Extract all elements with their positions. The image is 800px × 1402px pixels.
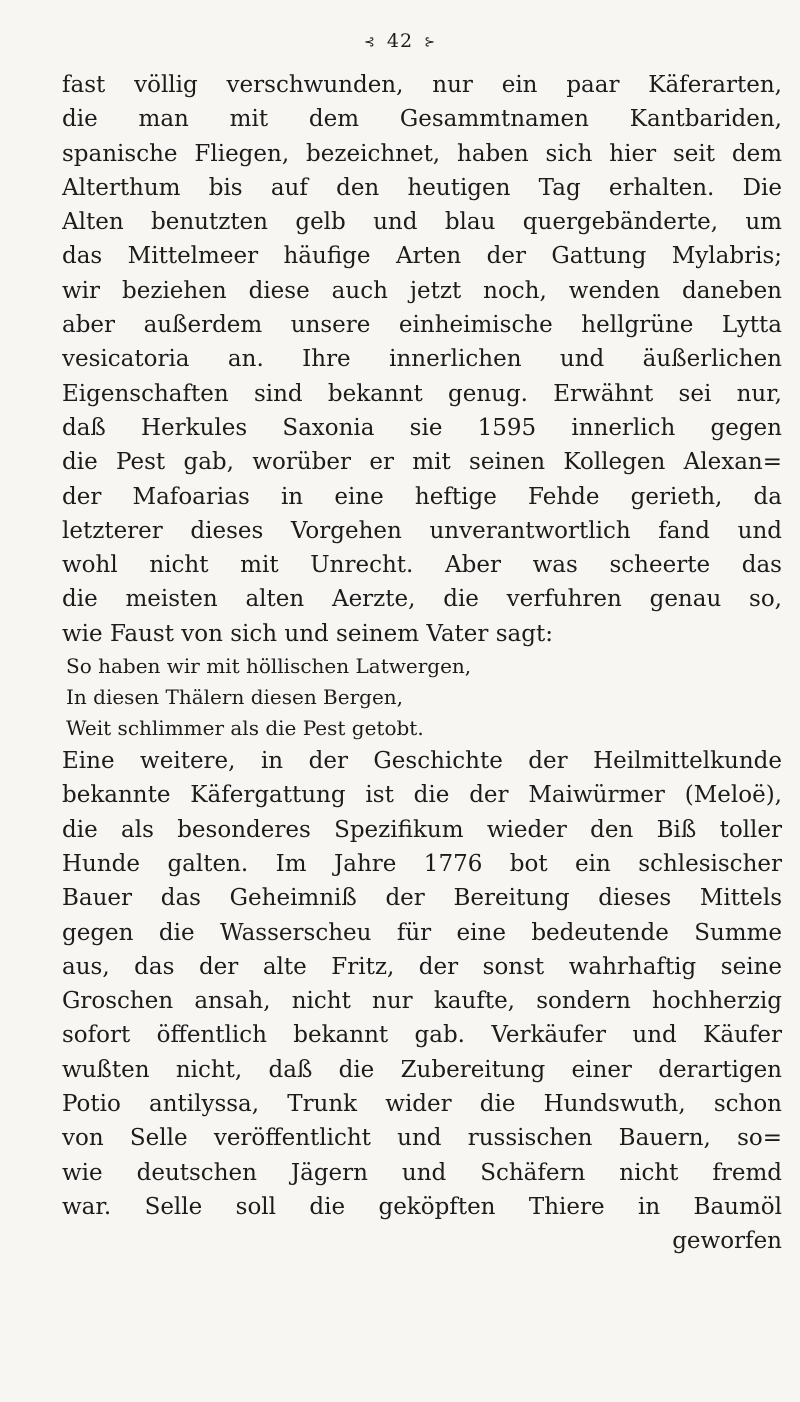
verse-line: So haben wir mit höllischen Latwergen,	[66, 654, 472, 679]
text-line: die Pest gab, worüber er mit seinen Kollegen Alexan=	[62, 449, 782, 476]
text-line: war. Selle soll die geköpften Thiere in Baumöl	[62, 1193, 782, 1220]
text-line: fast völlig verschwunden, nur ein paar Käferarten,	[62, 72, 782, 98]
text-line: Eigenschaften sind bekannt genug. Erwähnt sei nur,	[62, 380, 782, 407]
text-line: sofort öffentlich bekannt gab. Verkäufer und Käufer	[62, 1022, 782, 1049]
text-line: wußten nicht, daß die Zubereitung einer derartigen	[62, 1056, 782, 1083]
text-line: das Mittelmeer häufige Arten der Gattung Mylabris;	[62, 243, 782, 270]
text-line: aus, das der alte Fritz, der sonst wahrhaftig seine	[62, 953, 782, 980]
catchword: geworfen	[672, 1228, 782, 1255]
text-line: wie deutschen Jägern und Schäfern nicht fremd	[62, 1159, 782, 1186]
text-line: spanische Fliegen, bezeichnet, haben sich hier seit dem	[62, 140, 782, 167]
text-line: wir beziehen diese auch jetzt noch, wenden daneben	[62, 277, 782, 304]
text-line: wie Faust von sich und seinem Vater sagt:	[62, 620, 553, 647]
text-line: vesicatoria an. Ihre innerlichen und äußerlichen	[62, 346, 782, 373]
verse-line: Weit schlimmer als die Pest getobt.	[66, 716, 424, 741]
page-header	[0, 30, 800, 52]
text-line: Potio antilyssa, Trunk wider die Hundswuth, schon	[62, 1091, 782, 1118]
ornament-right-icon: ⊱	[424, 34, 437, 50]
text-line: die meisten alten Aerzte, die verfuhren genau so,	[62, 586, 782, 613]
text-line: wohl nicht mit Unrecht. Aber was scheerte das	[62, 552, 782, 579]
text-line: Eine weitere, in der Geschichte der Heilmittelkunde	[62, 748, 782, 775]
text-line: daß Herkules Saxonia sie 1595 innerlich gegen	[62, 414, 782, 441]
text-line: der Mafoarias in eine heftige Fehde gerieth, da	[62, 483, 782, 510]
text-line: Hunde galten. Im Jahre 1776 bot ein schlesischer	[62, 850, 782, 877]
text-line: Groschen ansah, nicht nur kaufte, sondern hochherzig	[62, 988, 782, 1015]
text-line: letzterer dieses Vorgehen unverantwortlich fand und	[62, 517, 782, 544]
verse-line: In diesen Thälern diesen Bergen,	[66, 685, 404, 710]
text-line: Alten benutzten gelb und blau quergebänderte, um	[62, 209, 782, 236]
text-line: aber außerdem unsere einheimische hellgrüne Lytta	[62, 312, 782, 339]
page-number: 42	[386, 30, 414, 52]
text-line: bekannte Käfergattung ist die der Maiwürmer (Meloë),	[62, 782, 782, 809]
body-text	[62, 68, 782, 1259]
text-line: die man mit dem Gesammtnamen Kantbariden,	[62, 106, 782, 133]
text-line: die als besonderes Spezifikum wieder den Biß toller	[62, 816, 782, 843]
text-line: gegen die Wasserscheu für eine bedeutende Summe	[62, 919, 782, 946]
text-line: von Selle veröffentlicht und russischen Bauern, so=	[62, 1125, 782, 1152]
text-line: Alterthum bis auf den heutigen Tag erhalten. Die	[62, 174, 782, 201]
text-line: Bauer das Geheimniß der Bereitung dieses Mittels	[62, 885, 782, 912]
ornament-left-icon: ⊰	[363, 34, 376, 50]
